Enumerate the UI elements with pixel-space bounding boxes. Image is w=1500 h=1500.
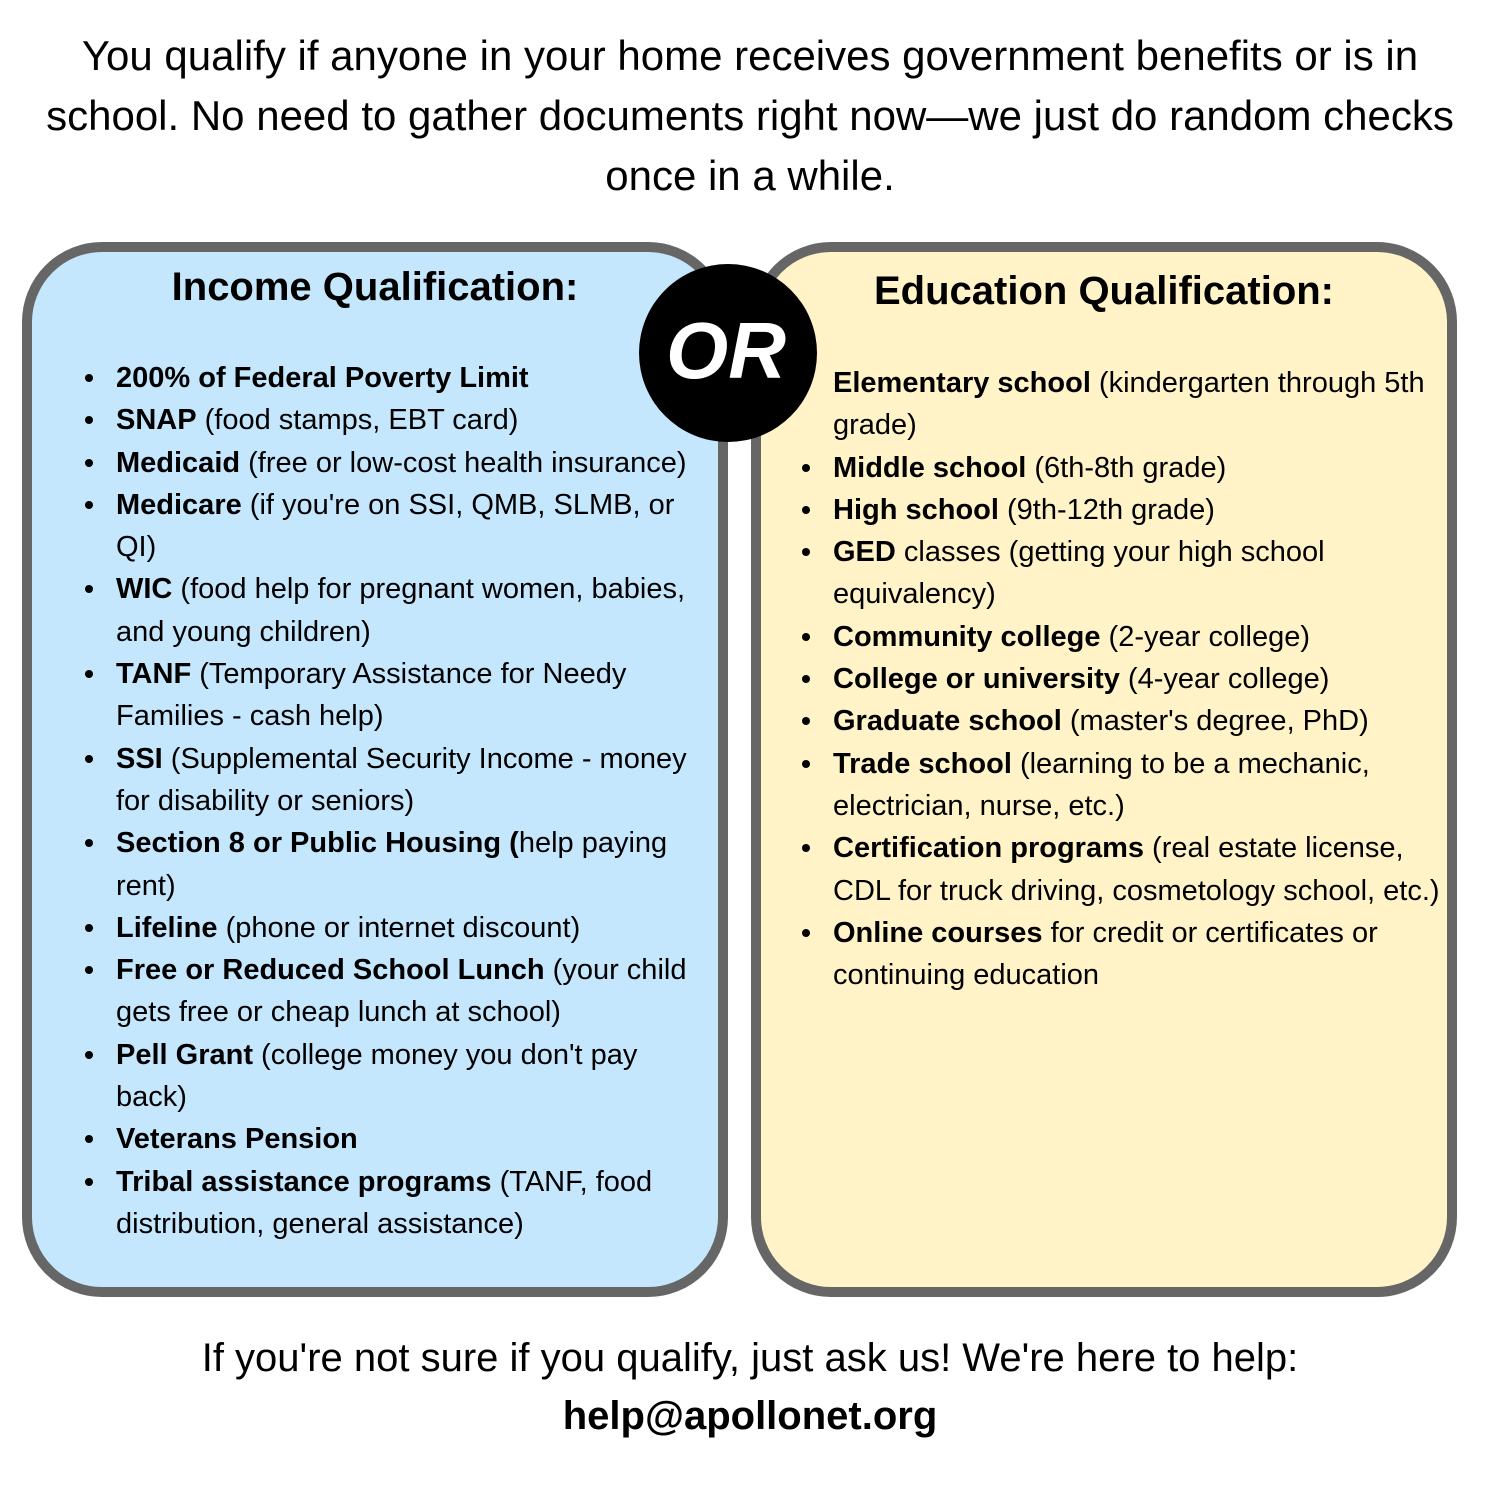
item-detail: (Supplemental Security Income - money for disability or seniors) — [116, 742, 687, 817]
item-name: SNAP — [116, 404, 197, 437]
item-name: GED — [833, 536, 896, 569]
income-qualification-panel — [22, 242, 728, 1297]
footer-help-text: If you're not sure if you qualify, just ask us! We're here to help: — [201, 1336, 1299, 1380]
income-item-tanf — [116, 653, 706, 738]
education-item-trade-school — [833, 743, 1453, 828]
item-detail: (phone or internet discount) — [217, 911, 581, 944]
income-item-ssi — [116, 738, 706, 823]
item-name: Certification programs — [833, 832, 1144, 865]
item-name: Graduate school — [833, 705, 1062, 738]
income-item-section-8 — [116, 822, 706, 907]
item-name: Medicaid — [116, 446, 241, 479]
income-item-federal-poverty-limit — [116, 357, 706, 399]
or-badge — [639, 264, 817, 442]
income-qualification-list — [116, 357, 706, 1245]
item-name: Free or Reduced School Lunch — [116, 954, 545, 987]
income-item-wic — [116, 568, 706, 653]
education-item-high-school — [833, 489, 1453, 531]
education-qualification-title: Education Qualification: — [873, 269, 1335, 313]
item-detail: (6th-8th grade) — [1026, 451, 1227, 484]
or-label: OR — [666, 306, 786, 395]
education-item-elementary-school — [833, 362, 1453, 447]
item-name: Section 8 or Public Housing ( — [116, 827, 519, 860]
item-detail: (if you're on SSI, QMB, SLMB, or QI) — [116, 488, 675, 564]
item-name: Online courses — [833, 916, 1043, 949]
item-name: Lifeline — [116, 911, 218, 944]
education-item-community-college — [833, 616, 1453, 658]
education-qualification-panel — [751, 242, 1457, 1297]
income-item-medicare — [116, 484, 706, 569]
item-detail: (food help for pregnant women, babies, and young children) — [116, 573, 686, 648]
item-detail: (2-year college) — [1100, 620, 1311, 653]
item-name: Veterans Pension — [116, 1123, 358, 1156]
item-name: Community college — [833, 620, 1101, 653]
item-detail: (kindergarten through 5th grade) — [833, 367, 1425, 442]
item-name: Trade school — [833, 747, 1012, 780]
education-item-ged — [833, 531, 1453, 616]
item-detail: for credit or certificates or continuing education — [833, 916, 1378, 992]
item-name: Pell Grant — [116, 1038, 253, 1071]
income-qualification-title: Income Qualification: — [171, 265, 579, 309]
item-name: High school — [833, 493, 999, 526]
item-detail: (Temporary Assistance for Needy Families - cash help) — [116, 658, 627, 733]
education-item-graduate-school — [833, 700, 1453, 742]
item-name: Medicare — [116, 488, 242, 521]
income-item-lifeline — [116, 907, 706, 949]
education-item-college-university — [833, 658, 1453, 700]
income-item-pell-grant — [116, 1034, 706, 1119]
item-detail: classes (getting your high school equivalency) — [833, 536, 1325, 611]
item-name: Middle school — [833, 451, 1027, 484]
item-name: Elementary school — [833, 367, 1091, 399]
item-detail: (9th-12th grade) — [998, 493, 1215, 526]
education-item-online-courses — [833, 912, 1453, 997]
item-name: 200% of Federal Poverty Limit — [116, 362, 529, 394]
item-detail: (your child gets free or cheap lunch at school) — [116, 954, 687, 1029]
income-item-school-lunch — [116, 949, 706, 1034]
item-name: SSI — [116, 742, 163, 775]
education-item-certification-programs — [833, 827, 1453, 912]
item-name: Tribal assistance programs — [116, 1165, 492, 1198]
income-item-veterans-pension — [116, 1118, 706, 1160]
item-detail: help paying rent) — [116, 827, 668, 902]
item-detail: (TANF, food distribution, general assistance) — [116, 1165, 653, 1240]
item-detail: (real estate license, CDL for truck driving, cosmetology school, etc.) — [833, 832, 1440, 907]
help-email: help@apollonet.org — [562, 1394, 938, 1438]
item-name: WIC — [116, 573, 173, 606]
item-detail: (4-year college) — [1119, 663, 1330, 696]
income-item-snap — [116, 399, 706, 441]
item-detail: (master's degree, PhD) — [1061, 705, 1369, 738]
item-name: TANF — [116, 658, 192, 691]
education-qualification-list — [833, 362, 1453, 996]
income-item-medicaid — [116, 442, 706, 484]
item-detail: (college money you don't pay back) — [116, 1038, 638, 1114]
income-item-tribal-assistance — [116, 1161, 706, 1246]
item-detail: (free or low-cost health insurance) — [240, 446, 687, 479]
education-item-middle-school — [833, 447, 1453, 489]
item-name: College or university — [833, 663, 1120, 696]
item-detail: (learning to be a mechanic, electrician, nurse, etc.) — [833, 747, 1370, 822]
intro-text: You qualify if anyone in your home receives government benefits or is in school. No need to gather documents right now—we just do random checks once in a while. — [46, 32, 1454, 199]
item-detail: (food stamps, EBT card) — [196, 404, 519, 437]
